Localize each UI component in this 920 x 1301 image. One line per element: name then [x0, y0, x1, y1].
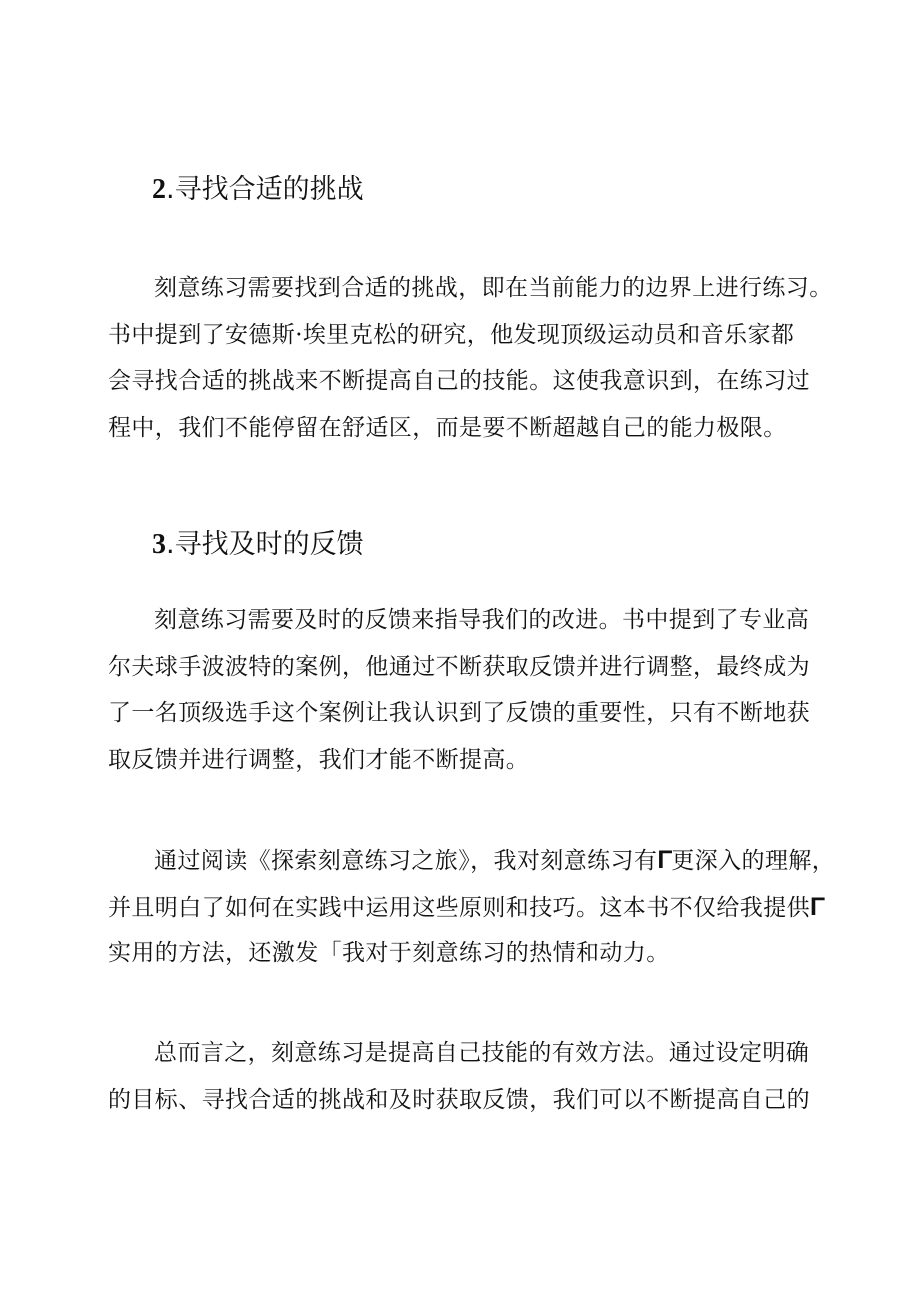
paragraph-line: 书中提到了安德斯·埃里克松的研究，他发现顶级运动员和音乐家都: [108, 321, 795, 348]
section-2-number: 2: [152, 174, 166, 205]
reflection-text: 并且明白了如何在实践中运用这些原则和技巧。这本书不仅给我提供: [108, 894, 810, 921]
paragraph-line: 会寻找合适的挑战来不断提高自己的技能。这使我意识到，在练习过: [108, 368, 810, 395]
paragraph-line: 的目标、寻找合适的挑战和及时获取反馈，我们可以不断提高自己的: [108, 1086, 810, 1113]
paragraph-line: 尔夫球手波波特的案例，他通过不断获取反馈并进行调整，最终成为: [108, 653, 810, 680]
paragraph-line: 程中，我们不能停留在舒适区，而是要不断超越自己的能力极限。: [108, 415, 787, 442]
section-3-title: .寻找及时的反馈: [166, 529, 364, 560]
reflection-paragraph: [108, 837, 835, 977]
section-2-paragraph: [108, 265, 833, 452]
paragraph-line: 取反馈并进行调整，我们才能不断提高。: [108, 747, 530, 774]
section-3-paragraph: [108, 597, 810, 784]
conclusion-paragraph: [108, 1030, 810, 1123]
section-2-title: .寻找合适的挑战: [166, 174, 364, 205]
reflection-text: 更深入的理解，: [671, 848, 836, 874]
paragraph-line: [108, 884, 835, 931]
paragraph-line: 总而言之，刻意练习是提高自己技能的有效方法。通过设定明确: [154, 1040, 810, 1066]
section-2-heading: [152, 170, 364, 210]
paragraph-line: [108, 837, 835, 884]
ocr-artifact-mark: Γ: [810, 892, 825, 921]
section-3-number: 3: [152, 529, 166, 560]
section-3-heading: [152, 525, 364, 565]
reflection-text: 通过阅读《探索刻意练习之旅》，我对刻意练习有: [154, 848, 658, 874]
paragraph-line: 了一名顶级选手这个案例让我认识到了反馈的重要性，只有不断地获: [108, 700, 810, 727]
paragraph-line: 刻意练习需要及时的反馈来指导我们的改进。书中提到了专业高: [154, 607, 810, 633]
ocr-artifact-mark: Γ: [657, 846, 672, 874]
paragraph-line: 刻意练习需要找到合适的挑战，即在当前能力的边界上进行练习。: [154, 275, 833, 301]
paragraph-line: 实用的方法，还激发「我对于刻意练习的热情和动力。: [108, 940, 670, 967]
